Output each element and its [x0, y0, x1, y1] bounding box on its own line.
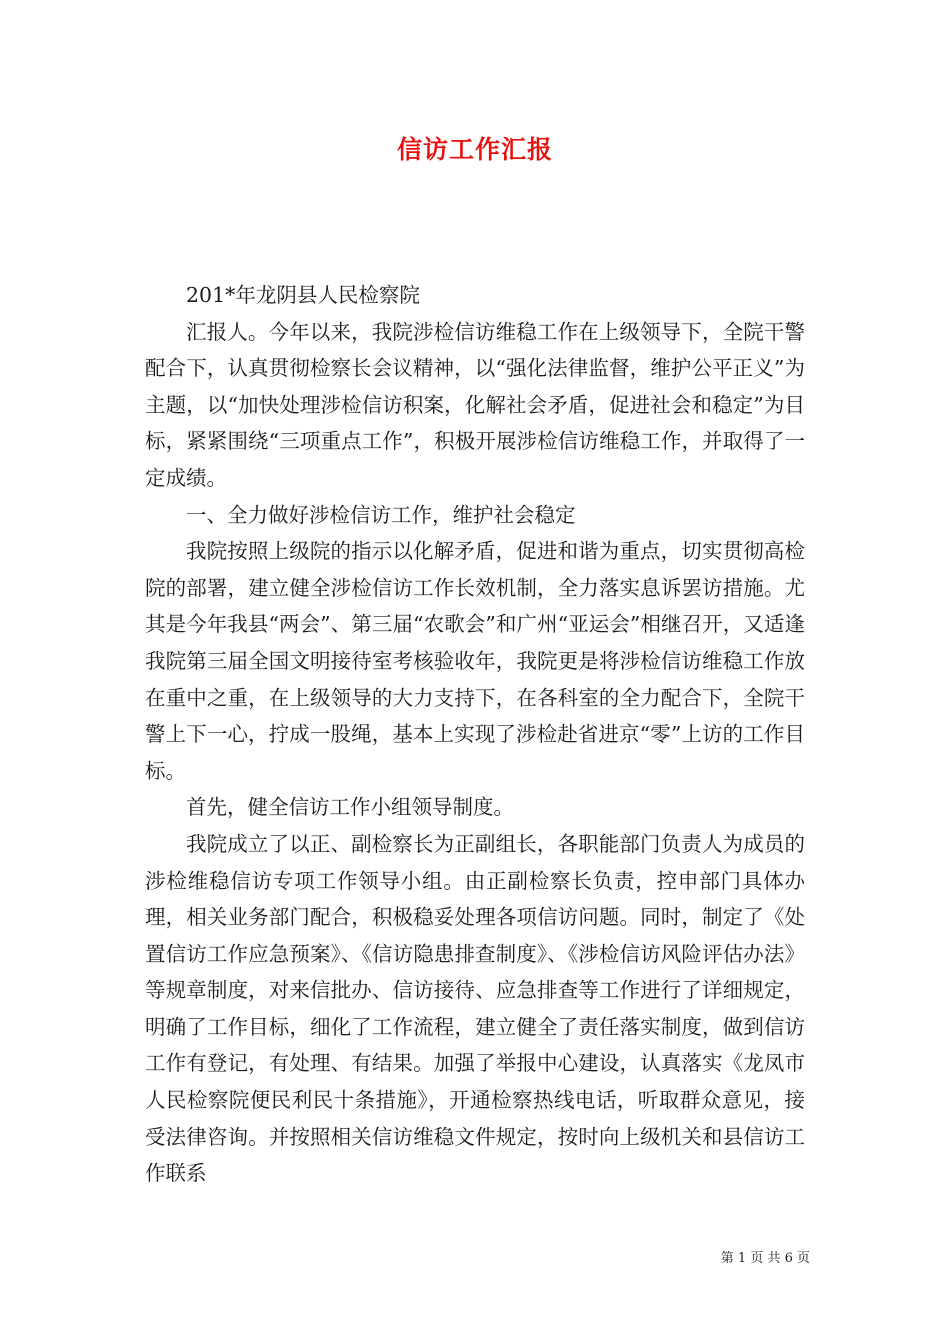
document-title: 信访工作汇报 — [396, 135, 553, 164]
subheading-first: 首先，健全信访工作小组领导制度。 — [186, 795, 514, 820]
paragraph-section-1: 我院按照上级院的指示以化解矛盾，促进和谐为重点，切实贯彻高检院的部署，建立健全涉检信访工作长效机制，全力落实息诉罢访措施。尤其是今年我县“两会”、第三届“农歌会”和广州“亚运会”相继召开，又适逢我院第三届全国文明接待室考核验收年，我院更是将涉检信访维稳工作放在重中之重，在上级领导的大力支持下，在各科室的全力配合下，全院干警上下一心，拧成一股绳，基本上实现了涉检赴省进京“零”上访的工作目标。 — [145, 539, 805, 783]
document-body — [145, 277, 805, 1192]
section-heading-1: 一、全力做好涉检信访工作，维护社会稳定 — [186, 502, 576, 527]
paragraph-leadership: 我院成立了以正、副检察长为正副组长，各职能部门负责人为成员的涉检维稳信访专项工作领导小组。由正副检察长负责，控申部门具体办理，相关业务部门配合，积极稳妥处理各项信访问题。同时，制定了《处置信访工作应急预案》、《信访隐患排查制度》、《涉检信访风险评估办法》等规章制度，对来信批办、信访接待、应急排查等工作进行了详细规定，明确了工作目标，细化了工作流程，建立健全了责任落实制度，做到信访工作有登记，有处理、有结果。加强了举报中心建设，认真落实《龙凤市人民检察院便民利民十条措施》，开通检察热线电话，听取群众意见，接受法律咨询。并按照相关信访维稳文件规定，按时向上级机关和县信访工作联系 — [145, 831, 805, 1186]
paragraph-org: 201*年龙阴县人民检察院 — [186, 283, 420, 307]
paragraph-intro: 汇报人。今年以来，我院涉检信访维稳工作在上级领导下，全院干警配合下，认真贯彻检察长会议精神，以“强化法律监督，维护公平正义”为主题，以“加快处理涉检信访积案，化解社会矛盾，促进社会和稳定”为目标，紧紧围绕“三项重点工作”，积极开展涉检信访维稳工作，并取得了一定成绩。 — [145, 319, 805, 490]
page-number: 第 1 页 共 6 页 — [720, 1251, 810, 1266]
